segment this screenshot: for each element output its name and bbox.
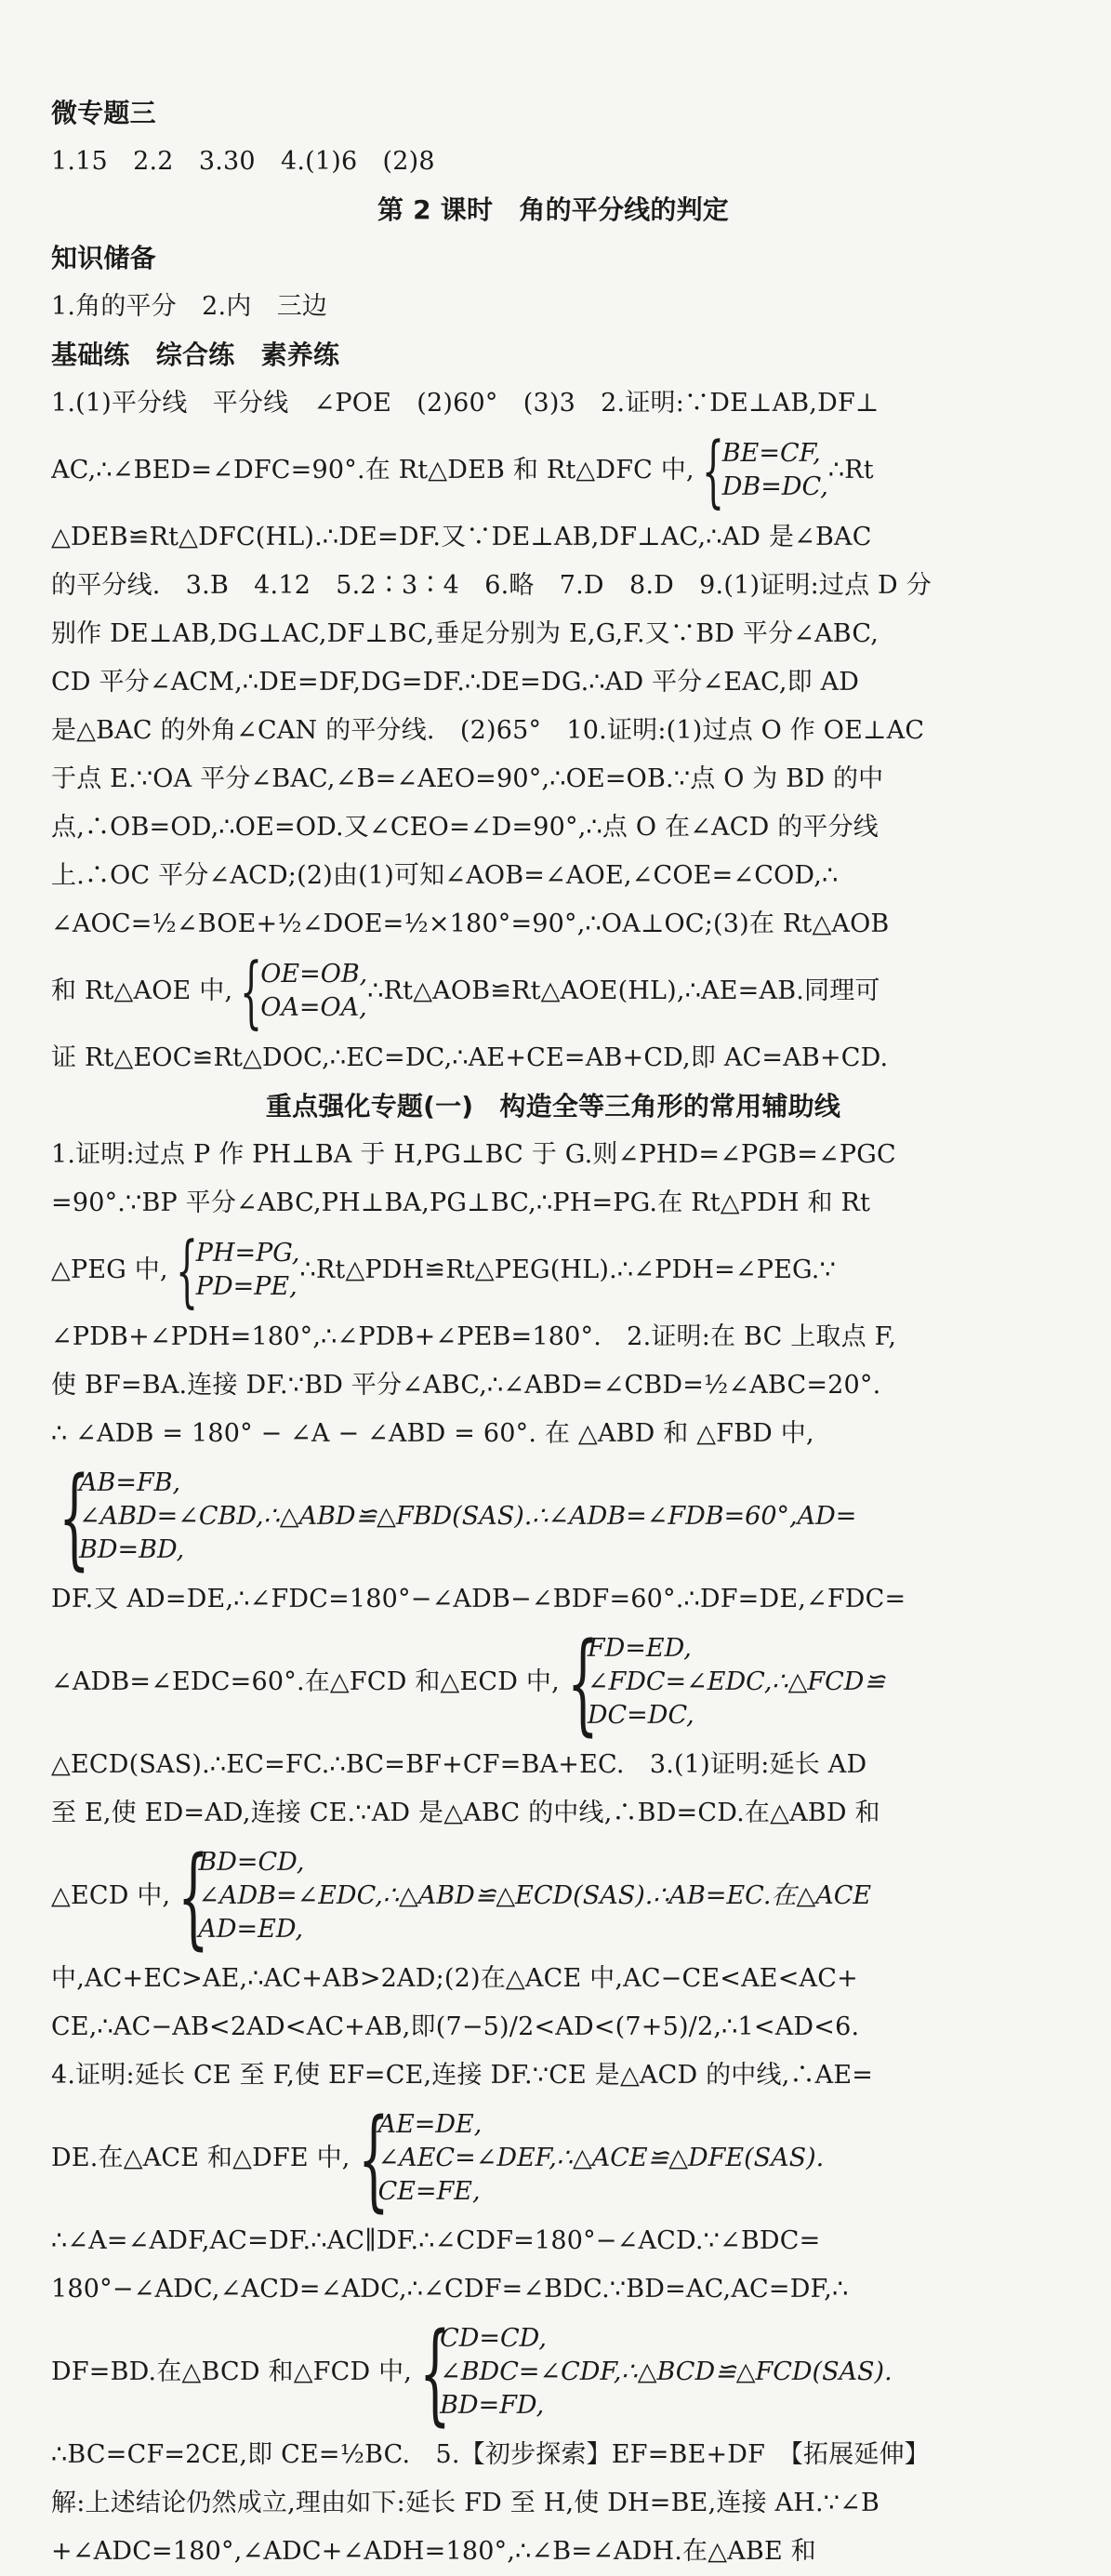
practice-line: 1.(1)平分线 平分线 ∠POE (2)60° (3)3 2.证明:∵DE⊥AB,DF⊥ [51,389,880,418]
brace: { [357,2094,390,2223]
practice-line: △DEB≌Rt△DFC(HL).∴DE=DF.又∵DE⊥AB,DF⊥AC,∴AD 是∠BAC [51,523,872,551]
equation-system: OE=OB, OA=OA, [260,960,368,1022]
special-line-with-system: △ECD 中, { BD=CD, ∠ADB=∠EDC,∴△ABD≌△ECD(SAS).∴AB=EC.在△ACE AD=ED, [51,1832,872,1960]
brace: { [178,1832,210,1960]
brace: { [175,1225,198,1316]
equation-system: AB=FB, ∠ABD=∠CBD,∴△ABD≌△FBD(SAS).∴∠ADB=∠FDB=60°,AD= BD=BD, [79,1468,857,1564]
special-system [51,1453,1055,1581]
special-line: DF.又 AD=DE,∴∠FDC=180°−∠ADB−∠BDF=60°.∴DF=DE,∠FDC= [51,1585,906,1613]
practice-title: 基础练 综合练 素养练 [51,339,340,370]
practice-line: 上.∴OC 平分∠ACD;(2)由(1)可知∠AOB=∠AOE,∠COE=∠COD,∴ [51,861,839,890]
practice-line-with-system: AC,∴∠BED=∠DFC=90°.在 Rt△DEB 和 Rt△DFC 中, { BE=CF, DB=DC, ∴Rt [51,425,874,516]
special-line: 1.证明:过点 P 作 PH⊥BA 于 H,PG⊥BC 于 G.则∠PHD=∠PGB=∠PGC [51,1140,896,1169]
special-line: 至 E,使 ED=AD,连接 CE.∵AD 是△ABC 的中线,∴BD=CD.在△ABD 和 [51,1799,880,1827]
answers-special-topic-3: 1.15 2.2 3.30 4.(1)6 (2)8 [51,147,435,176]
special-line: ∠PDB+∠PDH=180°,∴∠PDB+∠PEB=180°. 2.证明:在 BC 上取点 F, [51,1322,897,1351]
special-line: ∴BC=CF=2CE,即 CE=½BC. 5.【初步探索】EF=BE+DF 【拓展延伸】 [51,2440,930,2469]
practice-line: ∠AOC=½∠BOE+½∠DOE=½×180°=90°,∴OA⊥OC;(3)在 Rt△AOB [51,910,890,938]
special-line: 使 BF=BA.连接 DF.∵BD 平分∠ABC,∴∠ABD=∠CBD=½∠ABC=20°. [51,1371,881,1400]
special-line: ∴∠A=∠ADF,AC=DF.∴AC∥DF.∴∠CDF=180°−∠ACD.∵∠BDC= [51,2226,821,2255]
equation-system: AE=DE, ∠AEC=∠DEF,∴△ACE≌△DFE(SAS). CE=FE, [377,2110,825,2206]
practice-line: 点,∴OB=OD,∴OE=OD.又∠CEO=∠D=90°,∴点 O 在∠ACD 的平分线 [51,813,880,842]
section-title-special-topic-3: 微专题三 [51,98,156,128]
knowledge-answers: 1.角的平分 2.内 三边 [51,292,328,321]
special-line-with-system: DF=BD.在△BCD 和△FCD 中, { CD=CD, ∠BDC=∠CDF,∴△BCD≌△FCD(SAS). BD=FD, [51,2308,893,2437]
practice-line: 是△BAC 的外角∠CAN 的平分线. (2)65° 10.证明:(1)过点 O 作 OE⊥AC [51,716,925,745]
special-line: ∴ ∠ADB = 180° − ∠A − ∠ABD = 60°. 在 △ABD 和 △FBD 中, [51,1419,814,1448]
equation-system: FD=ED, ∠FDC=∠EDC,∴△FCD≌ DC=DC, [587,1634,886,1730]
special-line: 解:上述结论仍然成立,理由如下:延长 FD 至 H,使 DH=BE,连接 AH.∵∠B [51,2489,880,2517]
special-line-with-system: △PEG 中, { PH=PG, PD=PE, ∴Rt△PDH≌Rt△PEG(HL).∴∠PDH=∠PEG.∵ [51,1225,836,1316]
special-line: 中,AC+EC>AE,∴AC+AB>2AD;(2)在△ACE 中,AC−CE<AE<AC+ [51,1964,858,1993]
equation-system: PH=PG, PD=PE, [195,1239,300,1301]
special-line: 180°−∠ADC,∠ACD=∠ADC,∴∠CDF=∠BDC.∵BD=AC,AC=DF,∴ [51,2275,849,2304]
practice-line: 证 Rt△EOC≌Rt△DOC,∴EC=DC,∴AE+CE=AB+CD,即 AC=AB+CD. [51,1043,889,1072]
special-line: 4.证明:延长 CE 至 F,使 EF=CE,连接 DF.∵CE 是△ACD 的中线,∴AE= [51,2061,874,2090]
equation-system: CD=CD, ∠BDC=∠CDF,∴△BCD≌△FCD(SAS). BD=FD, [440,2324,893,2420]
special-line-with-system: ∠ADB=∠EDC=60°.在△FCD 和△ECD 中, { FD=ED, ∠FDC=∠EDC,∴△FCD≌ DC=DC, [51,1618,886,1746]
practice-line: CD 平分∠ACM,∴DE=DF,DG=DF.∴DE=DG.∴AD 平分∠EAC,即 AD [51,668,860,697]
practice-line-with-system: 和 Rt△AOE 中, { OE=OB, OA=OA, ∴Rt△AOB≌Rt△AOE(HL),∴AE=AB.同理可 [51,946,880,1037]
brace: { [59,1453,90,1581]
equation-system: BD=CD, ∠ADB=∠EDC,∴△ABD≌△ECD(SAS).∴AB=EC.在△ACE AD=ED, [198,1848,872,1944]
lesson-title: 第 2 课时 角的平分线的判定 [377,194,729,225]
practice-line: 的平分线. 3.B 4.12 5.2∶3∶4 6.略 7.D 8.D 9.(1)证明:过点 D 分 [51,571,932,600]
special-line: △ECD(SAS).∴EC=FC.∴BC=BF+CF=BA+EC. 3.(1)证明:延长 AD [51,1750,867,1779]
knowledge-title: 知识储备 [51,243,156,273]
brace: { [419,2308,451,2437]
brace: { [240,946,263,1037]
special-line: CE,∴AC−AB<2AD<AC+AB,即(7−5)/2<AD<(7+5)/2,∴1<AD<6. [51,2012,860,2041]
special-line-with-system: DE.在△ACE 和△DFE 中, { AE=DE, ∠AEC=∠DEF,∴△ACE≌△DFE(SAS). CE=FE, [51,2094,825,2223]
special-line: +∠ADC=180°,∠ADC+∠ADH=180°,∴∠B=∠ADH.在△ABE 和 [51,2537,816,2566]
brace: { [701,425,724,516]
equation-system: BE=CF, DB=DC, [721,439,828,501]
practice-line: 别作 DE⊥AB,DG⊥AC,DF⊥BC,垂足分别为 E,G,F.又∵BD 平分∠ABC, [51,619,880,648]
brace: { [566,1618,599,1746]
special-line: =90°.∵BP 平分∠ABC,PH⊥BA,PG⊥BC,∴PH=PG.在 Rt△PDH 和 Rt [51,1188,871,1217]
practice-line: 于点 E.∵OA 平分∠BAC,∠B=∠AEO=90°,∴OE=OB.∵点 O 为 BD 的中 [51,764,884,793]
special-title: 重点强化专题(一) 构造全等三角形的常用辅助线 [265,1091,841,1122]
